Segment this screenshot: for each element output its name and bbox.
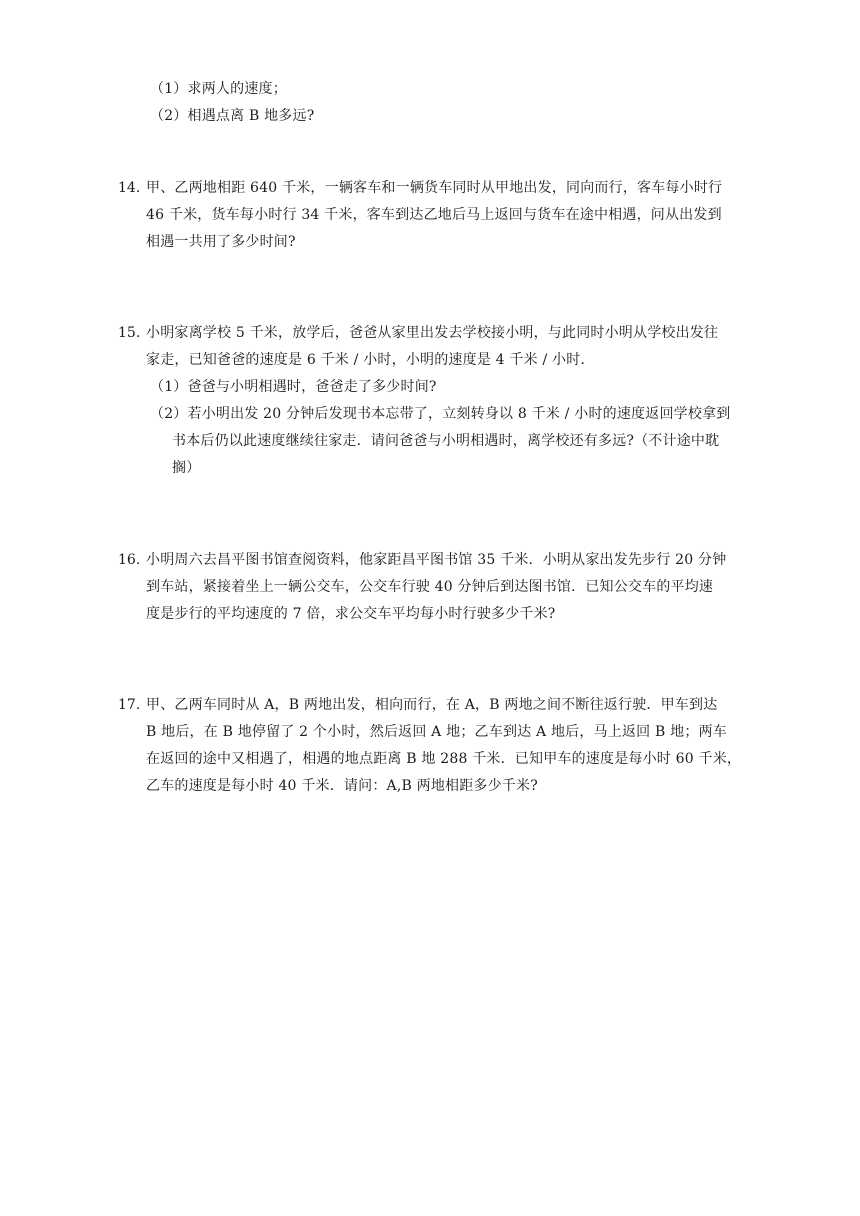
problem-text-line: 到车站，紧接着坐上一辆公交车，公交车行驶 40 分钟后到达图书馆．已知公交车的平均速 xyxy=(146,579,714,595)
problem-15-part-1: （1）爸爸与小明相遇时，爸爸走了多少时间? xyxy=(150,379,437,395)
problem-text-line: 度是步行的平均速度的 7 倍，求公交车平均每小时行驶多少千米? xyxy=(146,606,556,622)
problem-number: 15. xyxy=(118,325,141,341)
problem-15-part-2-continuation: 搁） xyxy=(172,460,201,476)
problem-text-line: B 地后，在 B 地停留了 2 个小时，然后返回 A 地；乙车到达 A 地后，马上返回 B 地；两车 xyxy=(146,724,727,740)
problem-number: 17. xyxy=(118,697,141,713)
problem-text-line: 小明家离学校 5 千米，放学后，爸爸从家里出发去学校接小明，与此同时小明从学校出发往 xyxy=(146,325,719,341)
problem-15-part-2-continuation: 书本后仍以此速度继续往家走．请问爸爸与小明相遇时，离学校还有多远?（不计途中耽 xyxy=(172,433,720,449)
problem-text-line: 相遇一共用了多少时间? xyxy=(146,234,296,250)
problem-13-part-2: （2）相遇点离 B 地多远? xyxy=(150,108,315,124)
problem-text-line: 甲、乙两车同时从 A，B 两地出发，相向而行，在 A，B 两地之间不断往返行驶．甲车到达 xyxy=(146,697,718,713)
problem-number: 16. xyxy=(118,552,141,568)
problem-15-part-2: （2）若小明出发 20 分钟后发现书本忘带了，立刻转身以 8 千米 / 小时的速度返回学校拿到 xyxy=(150,406,731,422)
problem-text-line: 在返回的途中又相遇了，相遇的地点距离 B 地 288 千米．已知甲车的速度是每小时 60 千米， xyxy=(146,751,742,767)
problem-text-line: 家走，已知爸爸的速度是 6 千米 / 小时，小明的速度是 4 千米 / 小时． xyxy=(146,352,595,368)
problem-text-line: 46 千米，货车每小时行 34 千米，客车到达乙地后马上返回与货车在途中相遇，问从出发到 xyxy=(146,207,722,223)
problem-text-line: 甲、乙两地相距 640 千米，一辆客车和一辆货车同时从甲地出发，同向而行，客车每小时行 xyxy=(146,180,723,196)
problem-13-part-1: （1）求两人的速度； xyxy=(150,81,287,97)
problem-text-line: 小明周六去昌平图书馆查阅资料，他家距昌平图书馆 35 千米．小明从家出发先步行 20 分钟 xyxy=(146,552,727,568)
problem-number: 14. xyxy=(118,180,141,196)
problem-text-line: 乙车的速度是每小时 40 千米．请问：A,B 两地相距多少千米? xyxy=(146,778,538,794)
